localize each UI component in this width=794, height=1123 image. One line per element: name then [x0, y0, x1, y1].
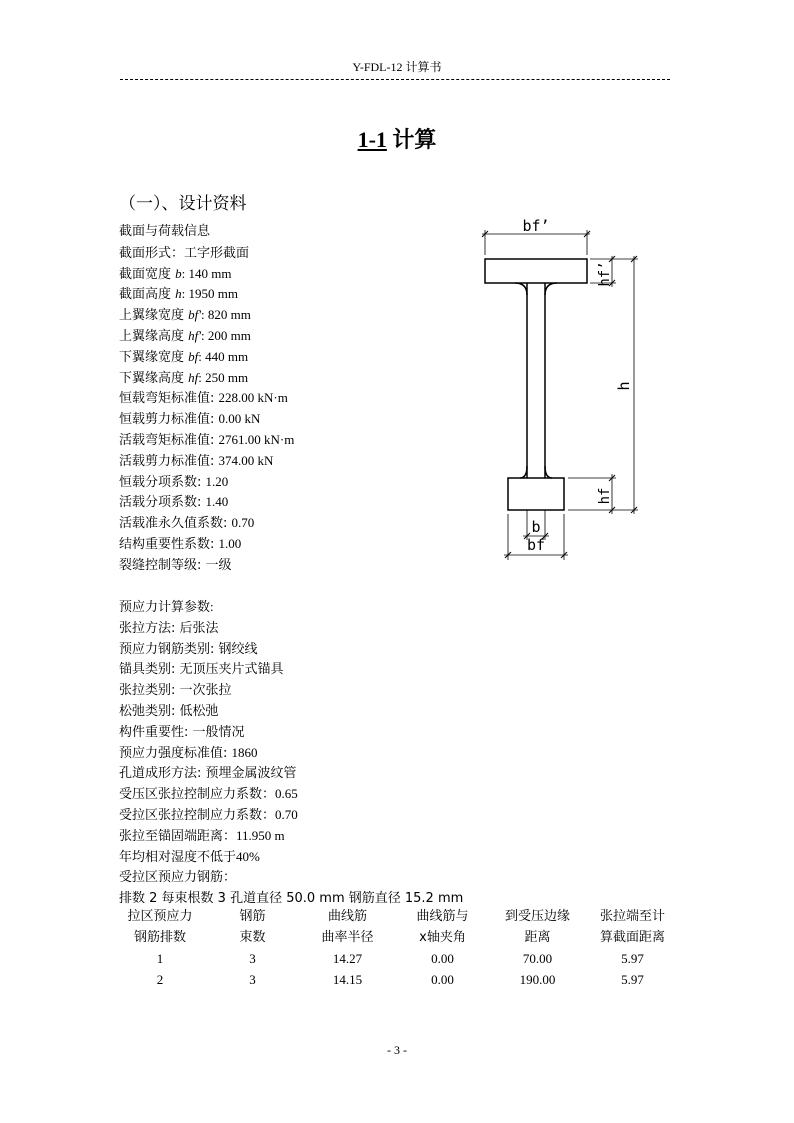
info-value: 2761.00 kN·m	[218, 431, 295, 447]
table-header-cell: 束数	[239, 930, 266, 945]
table-header-row	[115, 906, 680, 927]
table-header-cell: 曲线筋与	[416, 909, 469, 924]
info-line	[119, 409, 294, 430]
prestress-label: 张拉类别:	[119, 683, 180, 699]
prestress-line	[119, 618, 463, 639]
table-header-cell: x轴夹角	[419, 930, 466, 945]
info-symbol: b	[175, 265, 182, 281]
info-symbol: hf'	[188, 327, 202, 343]
label-bf-bot: bf	[526, 536, 546, 554]
prestress-label: 受拉区张拉控制应力系数：	[119, 807, 276, 823]
info-line	[119, 513, 294, 534]
section-info-heading: 截面与荷载信息	[119, 224, 211, 239]
info-label: 下翼缘高度	[119, 370, 189, 386]
prestress-label: 孔道成形方法:	[119, 766, 206, 782]
prestress-line	[119, 659, 463, 680]
info-sep: :	[201, 307, 208, 323]
prestress-label: 年均相对湿度不低于	[119, 849, 237, 865]
info-sep: :	[201, 327, 208, 343]
info-line	[119, 451, 294, 472]
prestress-label: 预应力强度标准值:	[119, 745, 232, 761]
prestress-line	[119, 743, 463, 764]
info-line	[119, 368, 294, 389]
prestress-label: 排数 2 每束根数 3 孔道直径 50.0 mm 钢筋直径 15.2 mm	[119, 891, 464, 907]
prestress-value: 一次张拉	[179, 682, 232, 698]
bottom-flange	[508, 478, 564, 510]
info-line	[119, 388, 294, 409]
info-line	[119, 534, 294, 555]
prestress-label: 锚具类别:	[119, 662, 180, 678]
info-label: 截面宽度	[119, 266, 176, 282]
info-line	[119, 430, 294, 451]
info-value: 1.40	[205, 494, 229, 510]
prestress-value: 一般情况	[192, 723, 245, 739]
table-header-cell: 钢筋	[239, 909, 266, 924]
prestress-value: 0.70	[275, 806, 298, 822]
prestress-line	[119, 763, 463, 784]
info-label: 上翼缘宽度	[119, 308, 189, 324]
info-label: 活载分项系数:	[119, 495, 206, 511]
info-value: 0.00 kN	[218, 411, 261, 427]
info-value: 250 mm	[205, 369, 249, 385]
label-hf-bot: hf	[597, 487, 613, 505]
info-label: 上翼缘高度	[119, 328, 189, 344]
label-bf-top: bf’	[522, 217, 550, 235]
info-line	[119, 472, 294, 493]
prestress-value: 1860	[231, 744, 258, 760]
prestress-label: 受拉区预应力钢筋：	[119, 870, 237, 886]
prestress-line	[119, 680, 463, 701]
table-cell: 3	[249, 972, 256, 987]
prestress-value: 0.65	[275, 786, 298, 802]
info-line	[119, 264, 294, 285]
info-symbol: h	[175, 286, 182, 302]
info-line	[119, 555, 294, 576]
info-label: 裂缝控制等级:	[119, 557, 206, 573]
info-symbol: bf	[188, 348, 199, 364]
table-cell: 5.97	[621, 951, 644, 966]
info-label: 截面形式：	[119, 245, 185, 261]
table-row	[115, 969, 680, 990]
i-section-figure	[470, 210, 670, 570]
label-h: h	[615, 381, 633, 391]
page-header: Y-FDL-12 计算书	[352, 60, 442, 74]
info-value: 200 mm	[207, 327, 251, 343]
info-label: 活载弯矩标准值:	[119, 432, 219, 448]
info-label: 下翼缘宽度	[119, 349, 189, 365]
prestress-value: 11.950 m	[236, 827, 285, 843]
info-line	[119, 326, 294, 347]
prestress-list	[119, 597, 464, 907]
info-sep: :	[181, 265, 189, 281]
info-sep: :	[198, 369, 206, 385]
table-header-cell: 钢筋排数	[133, 930, 186, 945]
prestress-line	[119, 847, 463, 868]
prestress-line	[119, 722, 463, 743]
info-line	[119, 284, 294, 305]
prestress-value: 40%	[236, 848, 260, 864]
table-cell: 1	[156, 951, 164, 966]
info-label: 恒载剪力标准值:	[119, 412, 219, 428]
info-symbol: bf'	[188, 307, 202, 323]
table-row	[115, 948, 680, 969]
info-sep: :	[181, 286, 189, 302]
prestress-label: 张拉至锚固端距离：	[119, 828, 237, 844]
table-cell: 14.27	[332, 951, 363, 966]
info-symbol: hf	[188, 369, 199, 385]
page-number: - 3 -	[387, 1043, 407, 1057]
info-line	[119, 492, 294, 513]
tendon-table	[115, 906, 680, 990]
prestress-value: 低松弛	[179, 702, 219, 718]
info-label: 活载剪力标准值:	[119, 453, 219, 469]
table-cell: 2	[156, 972, 164, 987]
info-value: 1.00	[218, 535, 242, 551]
table-header-cell: 拉区预应力	[127, 909, 193, 924]
prestress-label: 松弛类别:	[119, 703, 180, 719]
info-value: 1.20	[205, 473, 229, 489]
prestress-value: 预埋金属波纹管	[205, 765, 297, 781]
info-line	[119, 347, 294, 368]
info-label: 活载准永久值系数:	[119, 516, 232, 532]
table-header-cell: 张拉端至计	[599, 909, 665, 924]
table-header-cell: 算截面距离	[599, 930, 665, 945]
table-header-cell: 曲率半径	[321, 930, 374, 945]
prestress-value: 后张法	[179, 619, 219, 635]
table-cell: 14.15	[332, 972, 363, 987]
prestress-line	[119, 826, 463, 847]
header-divider	[120, 79, 670, 80]
info-value: 440 mm	[205, 348, 249, 364]
info-label: 恒载弯矩标准值:	[119, 391, 219, 407]
section-heading: （一）、设计资料	[119, 194, 247, 214]
info-value: 140 mm	[188, 265, 232, 281]
info-value: 374.00 kN	[218, 452, 274, 468]
title-number: 1-1	[357, 127, 387, 152]
prestress-line	[119, 867, 463, 888]
info-sep: :	[198, 348, 206, 364]
prestress-line	[119, 639, 463, 660]
section-info-list	[119, 222, 295, 573]
info-value: 0.70	[231, 515, 255, 531]
prestress-heading: 预应力计算参数:	[119, 599, 214, 614]
table-cell: 5.97	[621, 972, 644, 987]
label-hf-top: hf’	[597, 261, 613, 287]
page-title	[0, 123, 794, 154]
prestress-label: 构件重要性:	[119, 724, 193, 740]
info-line	[119, 243, 294, 264]
prestress-label: 预应力钢筋类别:	[119, 641, 219, 657]
info-value: 228.00 kN·m	[218, 390, 288, 406]
table-cell: 0.00	[431, 951, 454, 966]
top-flange	[485, 259, 587, 283]
info-line	[119, 305, 294, 326]
title-suffix: 计算	[386, 127, 437, 152]
prestress-label: 张拉方法:	[119, 620, 180, 636]
info-value: 一级	[205, 556, 232, 572]
info-label: 恒载分项系数:	[119, 474, 206, 490]
info-label: 结构重要性系数:	[119, 536, 219, 552]
prestress-value: 钢绞线	[218, 640, 258, 656]
table-cell: 3	[249, 951, 256, 966]
table-cell: 70.00	[522, 951, 553, 966]
info-value: 工字形截面	[184, 244, 250, 260]
prestress-label: 受压区张拉控制应力系数：	[119, 787, 276, 803]
label-b: b	[531, 518, 541, 536]
prestress-line	[119, 805, 463, 826]
info-value: 820 mm	[207, 307, 251, 323]
prestress-line	[119, 784, 463, 805]
table-header-row	[115, 927, 680, 948]
table-cell: 190.00	[519, 972, 556, 987]
table-header-cell: 距离	[524, 930, 551, 945]
prestress-line	[119, 701, 463, 722]
table-header-cell: 到受压边缘	[504, 909, 570, 924]
table-header-cell: 曲线筋	[327, 909, 367, 924]
table-cell: 0.00	[431, 972, 454, 987]
prestress-value: 无顶压夹片式锚具	[179, 661, 284, 677]
info-value: 1950 mm	[188, 286, 238, 302]
info-label: 截面高度	[119, 287, 176, 303]
